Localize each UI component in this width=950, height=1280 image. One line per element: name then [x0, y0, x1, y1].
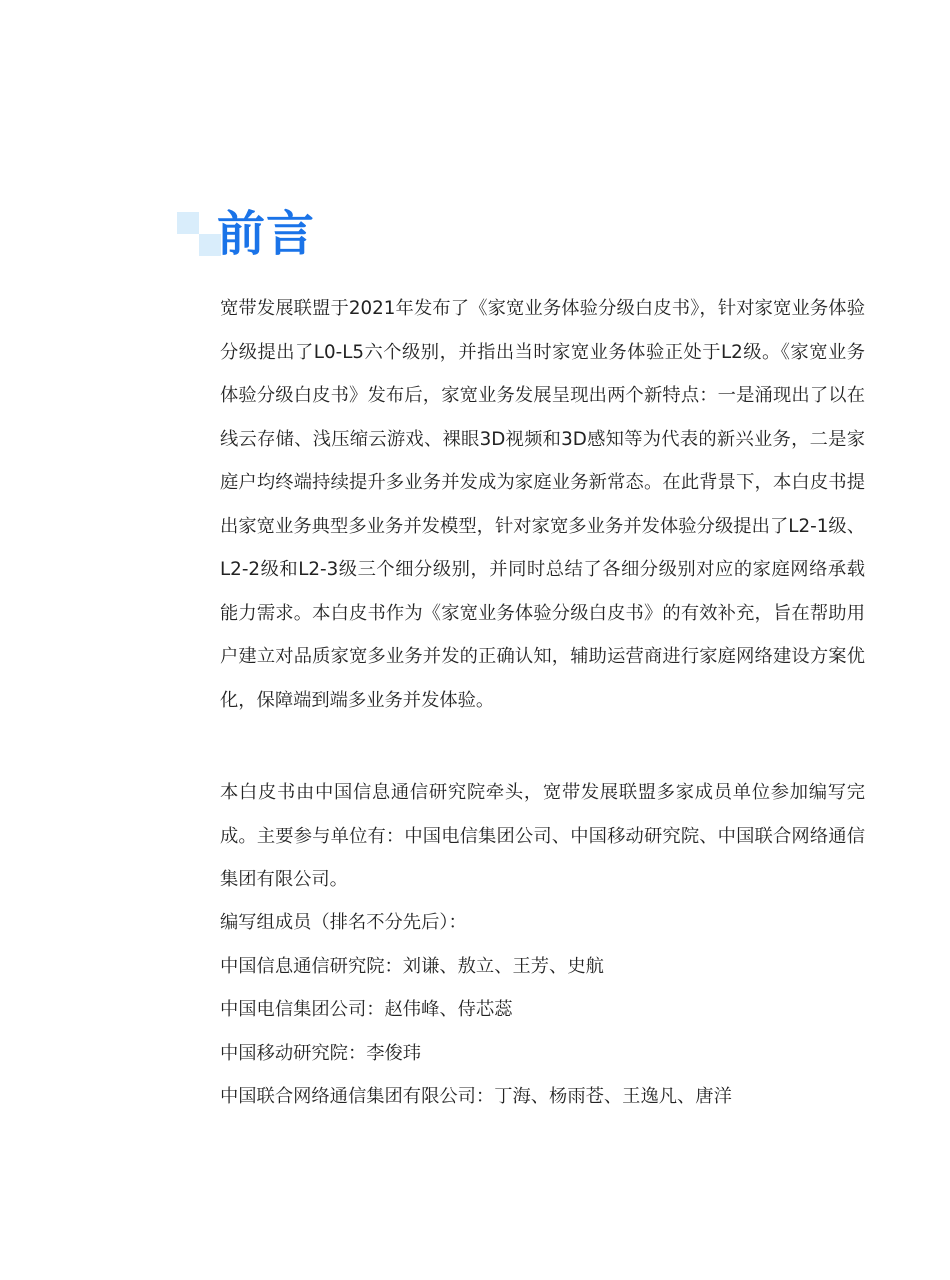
editorial-group-heading: 编写组成员（排名不分先后）： [220, 912, 467, 933]
section-heading [177, 208, 337, 268]
member-line: 中国联合网络通信集团有限公司：丁海、杨雨苍、王逸凡、唐洋 [220, 1086, 732, 1107]
member-line: 中国电信集团公司：赵伟峰、侍芯蕊 [220, 999, 513, 1020]
member-line: 中国移动研究院：李俊玮 [220, 1042, 422, 1064]
heading-decoration-square [177, 212, 199, 234]
page-title: 前言 [217, 206, 316, 262]
intro-paragraph: 宽带发展联盟于2021年发布了《家宽业务体验分级白皮书》，针对家宽业务体验分级提出了L0-L5六个级别，并指出当时家宽业务体验正处于L2级。《家宽业务体验分级白皮书》发布后，家宽业务发展呈现出两个新特点：一是涌现出了以在线云存储、浅压缩云游戏、裸眼3D视频和3D感知等为代表的新兴业务，二是家庭户均终端持续提升多业务并发成为家庭业务新常态。在此背景下，本白皮书提出家宽业务典型多业务并发模型，针对家宽多业务并发体验分级提出了L2-1级、L2-2级和L2-3级三个细分级别，并同时总结了各细分级别对应的家庭网络承载能力需求。本白皮书作为《家宽业务体验分级白皮书》的有效补充，旨在帮助用户建立对品质家宽多业务并发的正确认知，辅助运营商进行家庭网络建设方案优化，保障端到端多业务并发体验。 [220, 298, 865, 711]
credits-paragraph: 本白皮书由中国信息通信研究院牵头，宽带发展联盟多家成员单位参加编写完成。主要参与单位有：中国电信集团公司、中国移动研究院、中国联合网络通信集团有限公司。 [220, 782, 865, 890]
member-line: 中国信息通信研究院：刘谦、敖立、王芳、史航 [220, 955, 604, 977]
editorial-group-list [220, 901, 865, 1119]
